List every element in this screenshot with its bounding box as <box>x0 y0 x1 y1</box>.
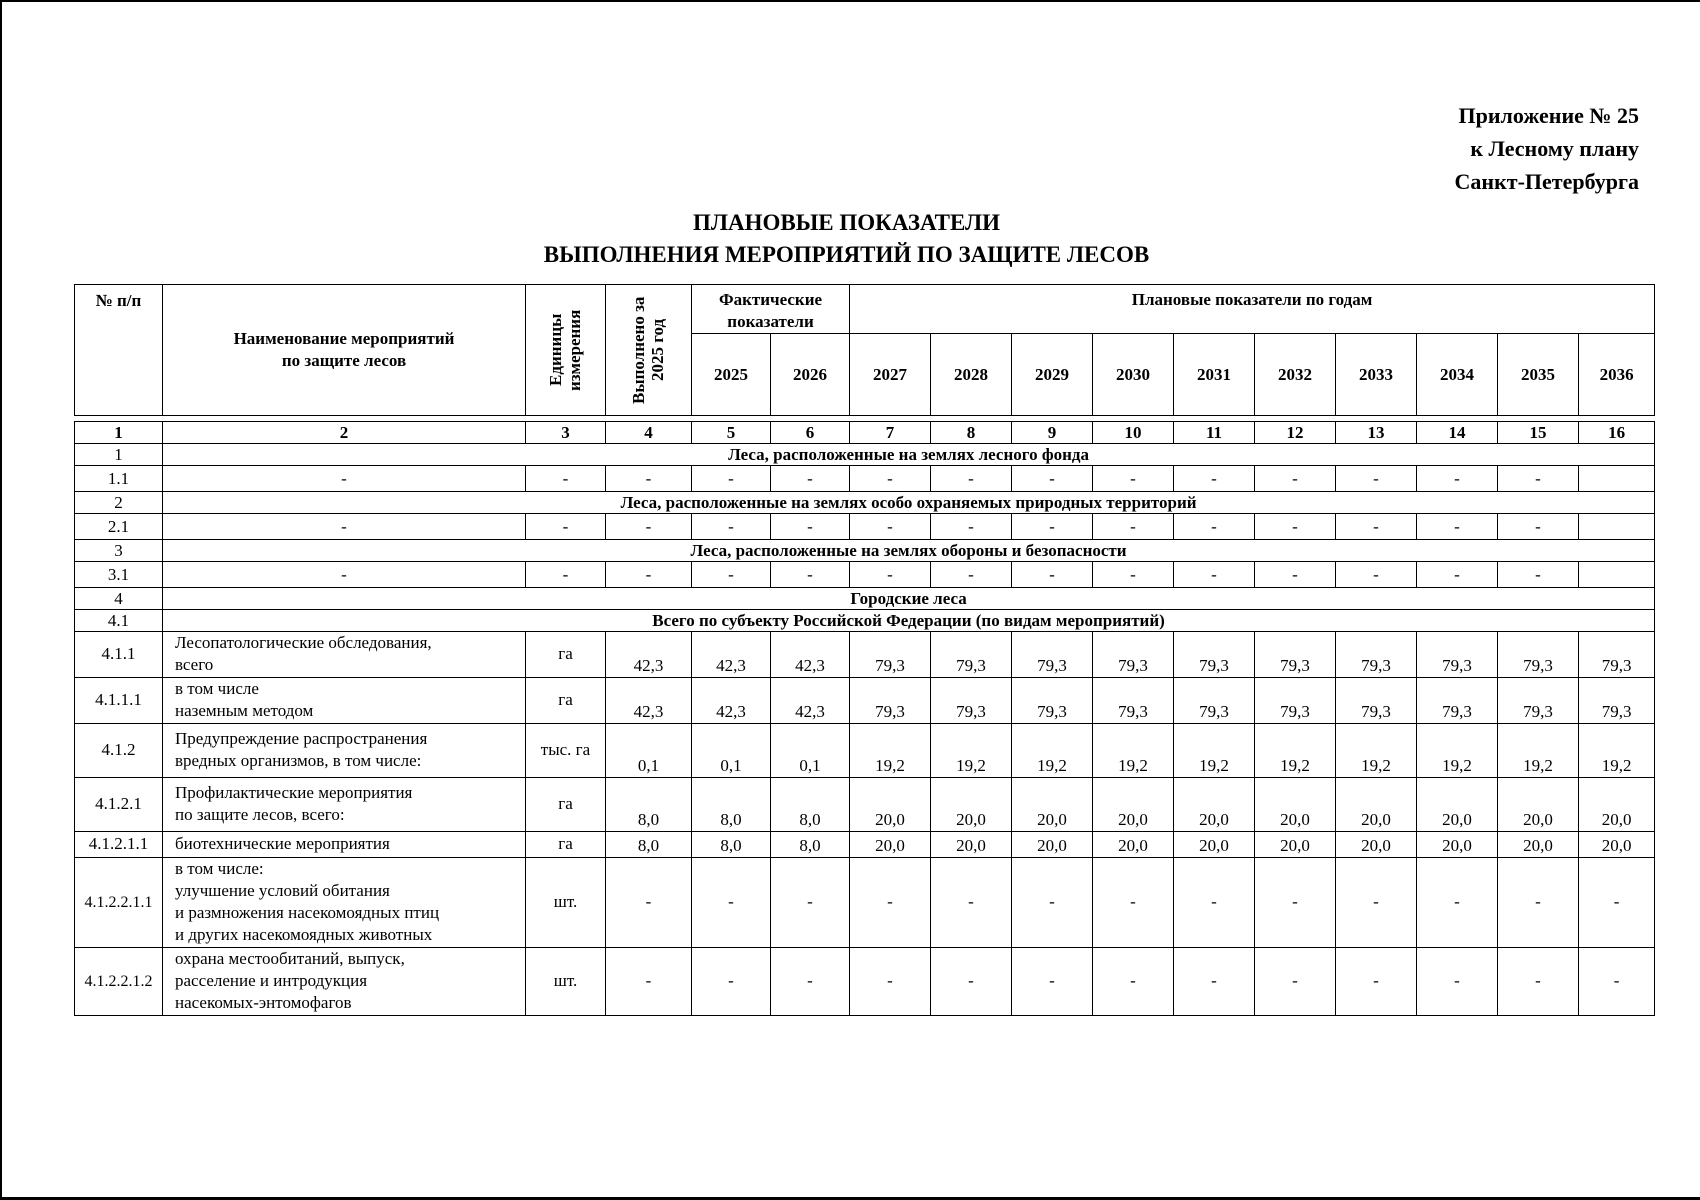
value-cell: 20,0 <box>931 832 1012 858</box>
dash-cell: - <box>1498 466 1579 492</box>
dash-cell: - <box>163 562 526 588</box>
value-cell: 20,0 <box>1093 832 1174 858</box>
dash-cell: - <box>931 562 1012 588</box>
dash-cell: - <box>1255 562 1336 588</box>
dash-cell: - <box>850 562 931 588</box>
row-name-line: по защите лесов, всего: <box>175 805 345 824</box>
dash-cell: - <box>931 514 1012 540</box>
row-name-line: и других насекомоядных животных <box>175 925 433 944</box>
row-name <box>163 948 526 1016</box>
row-unit: шт. <box>526 948 606 1016</box>
section-code: 4 <box>75 588 163 610</box>
dash-cell: - <box>1174 466 1255 492</box>
document-title <box>2 207 1691 271</box>
column-number: 3 <box>526 422 606 444</box>
dash-cell: - <box>1012 514 1093 540</box>
value-cell: 79,3 <box>1012 678 1093 724</box>
value-cell: 0,1 <box>771 724 850 778</box>
header-year: 2029 <box>1012 334 1093 416</box>
header-year: 2034 <box>1417 334 1498 416</box>
header-year: 2030 <box>1093 334 1174 416</box>
row-name-line: охрана местообитаний, выпуск, <box>175 949 405 968</box>
value-cell: 79,3 <box>1336 678 1417 724</box>
dash-cell: - <box>1255 514 1336 540</box>
value-cell: 42,3 <box>771 632 850 678</box>
header-num: № п/п <box>75 285 163 416</box>
value-cell: 79,3 <box>1336 632 1417 678</box>
value-cell: 79,3 <box>1093 632 1174 678</box>
column-number: 14 <box>1417 422 1498 444</box>
row-code: 4.1.1.1 <box>75 678 163 724</box>
header-plan: Плановые показатели по годам <box>850 285 1655 334</box>
row-name <box>163 778 526 832</box>
header-year: 2033 <box>1336 334 1417 416</box>
row-name-line: улучшение условий обитания <box>175 881 390 900</box>
value-cell: - <box>1174 858 1255 948</box>
value-cell: 42,3 <box>771 678 850 724</box>
row-name-line: Профилактические мероприятия <box>175 783 413 802</box>
column-number: 2 <box>163 422 526 444</box>
value-cell: - <box>1093 858 1174 948</box>
section-code: 3 <box>75 540 163 562</box>
dash-cell: - <box>931 466 1012 492</box>
value-cell: - <box>1417 858 1498 948</box>
value-cell: - <box>1336 858 1417 948</box>
dash-cell: - <box>606 514 692 540</box>
dash-cell: - <box>771 514 850 540</box>
value-cell: - <box>850 858 931 948</box>
value-cell: 42,3 <box>606 632 692 678</box>
value-cell: - <box>771 858 850 948</box>
value-cell: 42,3 <box>692 678 771 724</box>
value-cell: - <box>606 858 692 948</box>
column-number: 6 <box>771 422 850 444</box>
value-cell: 8,0 <box>606 832 692 858</box>
dash-cell: - <box>1012 562 1093 588</box>
section-title: Леса, расположенные на землях лесного фонда <box>163 444 1655 466</box>
row-name-line: в том числе <box>175 679 259 698</box>
value-cell: 20,0 <box>1417 832 1498 858</box>
annex-line-3: Санкт-Петербурга <box>1454 169 1639 194</box>
value-cell: 8,0 <box>606 778 692 832</box>
value-cell: - <box>771 948 850 1016</box>
row-code: 4.1.1 <box>75 632 163 678</box>
section-title: Городские леса <box>163 588 1655 610</box>
empty-cell <box>1579 466 1655 492</box>
empty-cell <box>1579 562 1655 588</box>
title-line-2: ВЫПОЛНЕНИЯ МЕРОПРИЯТИЙ ПО ЗАЩИТЕ ЛЕСОВ <box>543 242 1150 267</box>
table-row <box>75 858 1655 948</box>
value-cell: 20,0 <box>1498 832 1579 858</box>
value-cell: 79,3 <box>1417 632 1498 678</box>
dash-cell: - <box>1174 562 1255 588</box>
empty-cell <box>1579 514 1655 540</box>
value-cell: 20,0 <box>1255 832 1336 858</box>
dash-cell: - <box>850 466 931 492</box>
value-cell: - <box>1579 858 1655 948</box>
value-cell: 79,3 <box>1498 632 1579 678</box>
value-cell: 20,0 <box>850 778 931 832</box>
value-cell: 20,0 <box>1498 778 1579 832</box>
indicators-table <box>74 284 1655 1016</box>
header-year: 2032 <box>1255 334 1336 416</box>
value-cell: 8,0 <box>771 778 850 832</box>
value-cell: 20,0 <box>1255 778 1336 832</box>
section-code: 4.1 <box>75 610 163 632</box>
dash-cell: - <box>1336 514 1417 540</box>
dash-cell: - <box>526 562 606 588</box>
section-code: 2 <box>75 492 163 514</box>
value-cell: - <box>850 948 931 1016</box>
value-cell: 79,3 <box>931 632 1012 678</box>
value-cell: 0,1 <box>692 724 771 778</box>
header-year: 2028 <box>931 334 1012 416</box>
value-cell: 20,0 <box>1012 778 1093 832</box>
value-cell: - <box>1336 948 1417 1016</box>
column-number: 13 <box>1336 422 1417 444</box>
row-code: 1.1 <box>75 466 163 492</box>
row-name-line: всего <box>175 655 214 674</box>
column-number: 9 <box>1012 422 1093 444</box>
dash-cell: - <box>692 514 771 540</box>
row-unit: га <box>526 778 606 832</box>
section-title: Леса, расположенные на землях обороны и безопасности <box>163 540 1655 562</box>
dash-cell: - <box>1417 466 1498 492</box>
column-number: 1 <box>75 422 163 444</box>
column-number: 8 <box>931 422 1012 444</box>
dash-cell: - <box>163 514 526 540</box>
section-title: Всего по субъекту Российской Федерации (по видам мероприятий) <box>163 610 1655 632</box>
row-code: 3.1 <box>75 562 163 588</box>
value-cell: 79,3 <box>931 678 1012 724</box>
dash-cell: - <box>606 562 692 588</box>
value-cell: - <box>1498 858 1579 948</box>
row-unit: шт. <box>526 858 606 948</box>
dash-cell: - <box>526 514 606 540</box>
header-done: Выполнено за 2025 год <box>606 285 692 416</box>
row-name-line: в том числе: <box>175 859 264 878</box>
value-cell: - <box>1255 858 1336 948</box>
dash-cell: - <box>1093 562 1174 588</box>
value-cell: 20,0 <box>1174 778 1255 832</box>
row-code: 4.1.2.2.1.2 <box>75 948 163 1016</box>
value-cell: 19,2 <box>1255 724 1336 778</box>
dash-cell: - <box>1417 514 1498 540</box>
value-cell: 19,2 <box>1012 724 1093 778</box>
dash-cell: - <box>692 562 771 588</box>
value-cell: - <box>931 948 1012 1016</box>
column-number: 15 <box>1498 422 1579 444</box>
column-number: 5 <box>692 422 771 444</box>
row-name-line: и размножения насекомоядных птиц <box>175 903 440 922</box>
header-year: 2027 <box>850 334 931 416</box>
table-row <box>75 632 1655 678</box>
value-cell: 79,3 <box>1012 632 1093 678</box>
value-cell: - <box>692 948 771 1016</box>
value-cell: 19,2 <box>850 724 931 778</box>
value-cell: 20,0 <box>850 832 931 858</box>
header-fact: Фактические показатели <box>692 285 850 334</box>
row-code: 4.1.2 <box>75 724 163 778</box>
column-number: 12 <box>1255 422 1336 444</box>
dash-cell: - <box>163 466 526 492</box>
value-cell: - <box>1498 948 1579 1016</box>
dash-cell: - <box>1336 466 1417 492</box>
header-unit: Единицы измерения <box>526 285 606 416</box>
value-cell: 19,2 <box>1336 724 1417 778</box>
row-name-line: Лесопатологические обследования, <box>175 633 432 652</box>
header-year: 2035 <box>1498 334 1579 416</box>
value-cell: - <box>1093 948 1174 1016</box>
row-code: 4.1.2.2.1.1 <box>75 858 163 948</box>
dash-cell: - <box>526 466 606 492</box>
value-cell: 19,2 <box>1093 724 1174 778</box>
value-cell: - <box>1012 858 1093 948</box>
value-cell: 19,2 <box>1174 724 1255 778</box>
annex-line-2: к Лесному плану <box>1470 136 1639 161</box>
value-cell: - <box>1579 948 1655 1016</box>
dash-cell: - <box>1255 466 1336 492</box>
row-name-line: Предупреждение распространения <box>175 729 428 748</box>
value-cell: 20,0 <box>1012 832 1093 858</box>
table-row <box>75 948 1655 1016</box>
value-cell: - <box>1174 948 1255 1016</box>
value-cell: 20,0 <box>1336 832 1417 858</box>
row-name <box>163 678 526 724</box>
dash-cell: - <box>1498 514 1579 540</box>
column-number: 16 <box>1579 422 1655 444</box>
value-cell: - <box>1012 948 1093 1016</box>
dash-cell: - <box>1093 466 1174 492</box>
row-name <box>163 832 526 858</box>
value-cell: 20,0 <box>1417 778 1498 832</box>
row-name-line: насекомых-энтомофагов <box>175 993 352 1012</box>
dash-cell: - <box>850 514 931 540</box>
value-cell: 79,3 <box>850 632 931 678</box>
value-cell: 79,3 <box>850 678 931 724</box>
table-row <box>75 778 1655 832</box>
value-cell: - <box>931 858 1012 948</box>
dash-cell: - <box>1336 562 1417 588</box>
table-row <box>75 678 1655 724</box>
row-name <box>163 632 526 678</box>
header-name: Наименование мероприятий по защите лесов <box>163 285 526 416</box>
value-cell: - <box>606 948 692 1016</box>
value-cell: 0,1 <box>606 724 692 778</box>
value-cell: 79,3 <box>1579 632 1655 678</box>
row-unit: га <box>526 632 606 678</box>
dash-cell: - <box>771 466 850 492</box>
value-cell: - <box>692 858 771 948</box>
value-cell: 20,0 <box>931 778 1012 832</box>
value-cell: - <box>1255 948 1336 1016</box>
title-line-1: ПЛАНОВЫЕ ПОКАЗАТЕЛИ <box>692 210 1001 235</box>
column-number: 11 <box>1174 422 1255 444</box>
row-code: 4.1.2.1 <box>75 778 163 832</box>
header-year: 2026 <box>771 334 850 416</box>
table-row <box>75 724 1655 778</box>
value-cell: 79,3 <box>1174 632 1255 678</box>
row-code: 4.1.2.1.1 <box>75 832 163 858</box>
dash-cell: - <box>692 466 771 492</box>
row-unit: га <box>526 678 606 724</box>
row-name-line: наземным методом <box>175 701 314 720</box>
section-code: 1 <box>75 444 163 466</box>
value-cell: 79,3 <box>1255 632 1336 678</box>
value-cell: 20,0 <box>1336 778 1417 832</box>
value-cell: 19,2 <box>1417 724 1498 778</box>
value-cell: 20,0 <box>1174 832 1255 858</box>
value-cell: - <box>1417 948 1498 1016</box>
row-unit: га <box>526 832 606 858</box>
value-cell: 79,3 <box>1579 678 1655 724</box>
value-cell: 19,2 <box>1498 724 1579 778</box>
header-year: 2025 <box>692 334 771 416</box>
header-year: 2031 <box>1174 334 1255 416</box>
row-name-line: вредных организмов, в том числе: <box>175 751 422 770</box>
dash-cell: - <box>1417 562 1498 588</box>
row-name-line: расселение и интродукция <box>175 971 368 990</box>
row-code: 2.1 <box>75 514 163 540</box>
row-name <box>163 858 526 948</box>
value-cell: 79,3 <box>1174 678 1255 724</box>
value-cell: 42,3 <box>606 678 692 724</box>
row-name <box>163 724 526 778</box>
value-cell: 8,0 <box>771 832 850 858</box>
dash-cell: - <box>606 466 692 492</box>
row-unit: тыс. га <box>526 724 606 778</box>
dash-cell: - <box>1498 562 1579 588</box>
value-cell: 19,2 <box>931 724 1012 778</box>
dash-cell: - <box>1174 514 1255 540</box>
annex-line-1: Приложение № 25 <box>1458 103 1639 128</box>
value-cell: 79,3 <box>1498 678 1579 724</box>
value-cell: 79,3 <box>1255 678 1336 724</box>
value-cell: 79,3 <box>1417 678 1498 724</box>
value-cell: 20,0 <box>1579 832 1655 858</box>
dash-cell: - <box>1093 514 1174 540</box>
value-cell: 20,0 <box>1093 778 1174 832</box>
value-cell: 8,0 <box>692 778 771 832</box>
value-cell: 8,0 <box>692 832 771 858</box>
column-number: 10 <box>1093 422 1174 444</box>
value-cell: 19,2 <box>1579 724 1655 778</box>
value-cell: 20,0 <box>1579 778 1655 832</box>
header-year: 2036 <box>1579 334 1655 416</box>
row-name-line: биотехнические мероприятия <box>175 834 390 853</box>
column-number: 4 <box>606 422 692 444</box>
value-cell: 42,3 <box>692 632 771 678</box>
dash-cell: - <box>771 562 850 588</box>
column-number: 7 <box>850 422 931 444</box>
section-title: Леса, расположенные на землях особо охраняемых природных территорий <box>163 492 1655 514</box>
dash-cell: - <box>1012 466 1093 492</box>
annex-note <box>1455 99 1639 198</box>
value-cell: 79,3 <box>1093 678 1174 724</box>
table-row <box>75 832 1655 858</box>
